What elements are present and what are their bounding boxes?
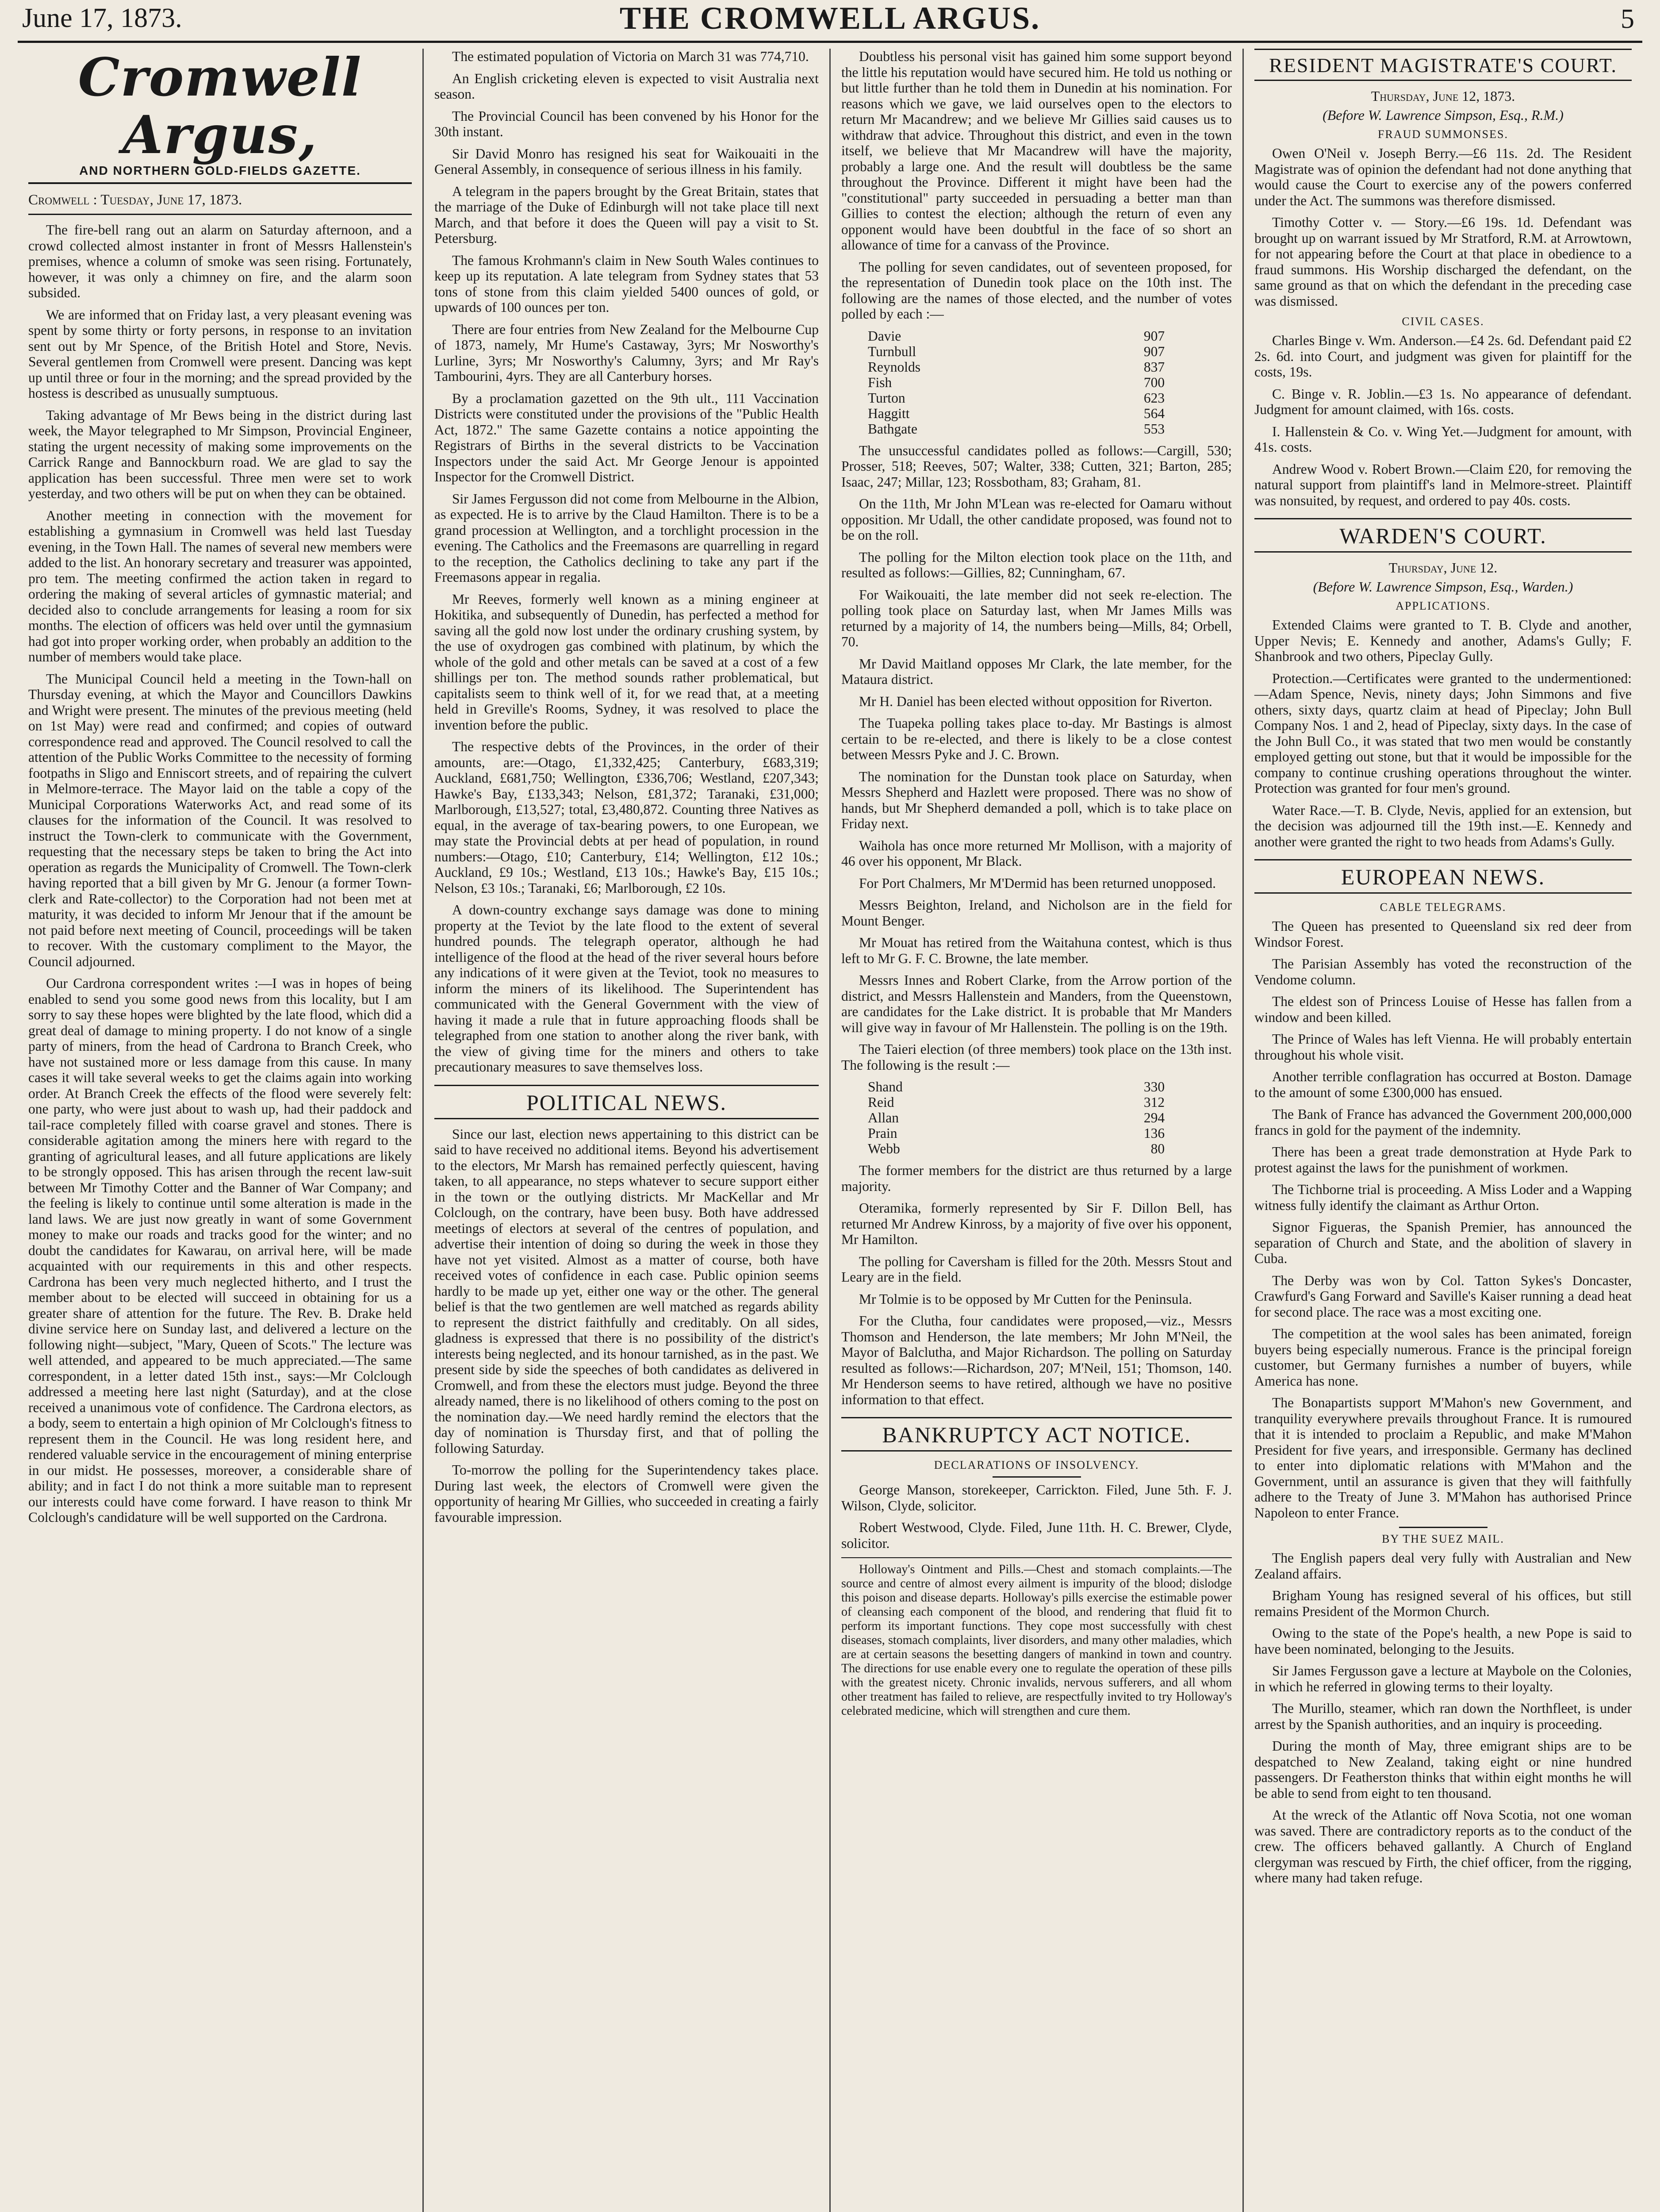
column-1 (18, 49, 424, 2212)
cable-item: The Queen has presented to Queensland six red deer from Windsor Forest. (1254, 918, 1632, 950)
election-text-1 (841, 49, 1232, 322)
poll-row (868, 390, 1165, 406)
election-text-3 (841, 1163, 1232, 1407)
election-paragraph: The unsuccessful candidates polled as follows:—Cargill, 530; Prosser, 518; Reeves, 507; Walter, 338; Cutten, 321; Barton, 285; Isaac, 247; Millar, 123; Rossbotham, 83; Graham, 81. (841, 442, 1232, 490)
cable-item: The Bank of France has advanced the Government 200,000,000 francs in gold for the payment of the indemnity. (1254, 1106, 1632, 1138)
cable-list (1254, 918, 1632, 1521)
issue-date: June 17, 1873. (22, 3, 182, 33)
election-paragraph: The former members for the district are thus returned by a large majority. (841, 1163, 1232, 1194)
news-paragraph: Taking advantage of Mr Bews being in the district during last week, the Mayor telegraphed to Mr Simpson, Provincial Engineer, stating the urgent necessity of making some improvements on the Carrick Range and Bannockburn road. We are glad to say the application has been successful. Three men were set to work yesterday, and two others will be put on when they can be obtained. (28, 407, 412, 501)
court-case: C. Binge v. R. Joblin.—£3 1s. No appearance of defendant. Judgment for amount claimed, with 16s. costs. (1254, 386, 1632, 417)
election-paragraph: For Port Chalmers, Mr M'Dermid has been returned unopposed. (859, 875, 1216, 891)
poll-row (868, 328, 1165, 344)
insolvency-subhead: DECLARATIONS OF INSOLVENCY. (934, 1459, 1139, 1471)
political-news-heading: POLITICAL NEWS. (434, 1085, 819, 1119)
election-text-2 (841, 443, 1232, 1073)
warden-court-before: (Before W. Lawrence Simpson, Esq., Warden.) (1313, 579, 1573, 595)
suez-item: Owing to the state of the Pope's health, a new Pope is said to have been nominated, belonging to the Jesuits. (1254, 1625, 1632, 1657)
column-2 (424, 49, 831, 2212)
election-paragraph: Messrs Beighton, Ireland, and Nicholson are in the field for Mount Benger. (841, 897, 1232, 929)
vote-count: 330 (1143, 1079, 1165, 1094)
poll-row (868, 1079, 1165, 1094)
poll-row (868, 406, 1165, 421)
warden-list (1254, 617, 1632, 849)
vote-count: 623 (1143, 390, 1165, 406)
news-paragraph: We are informed that on Friday last, a very pleasant evening was spent by some thirty or forty persons, in response to an invitation sent out by Mr Spence, of the British Hotel and Store, Nevis. Several gentlemen from Cromwell were present. Dancing was kept up until three or four in the morning; and the spread provided by the hostess is described as unusually sumptuous. (28, 307, 412, 401)
candidate-name: Webb (868, 1141, 900, 1156)
news-paragraph: The fire-bell rang out an alarm on Saturday afternoon, and a crowd collected almost instanter in front of Messrs Hallenstein's premises, whence a column of smoke was seen rising. Fortunately, however, it was only a chimney on fire, and the alarm soon subsided. (28, 222, 412, 300)
cable-item: The Derby was won by Col. Tatton Sykes's Doncaster, Crawfurd's Gang Forward and Saville's Kaiser running a dead heat for second place. The race was a most exciting one. (1254, 1272, 1632, 1320)
paper-title: THE CROMWELL ARGUS. (619, 0, 1041, 36)
cable-item: The Tichborne trial is proceeding. A Miss Loder and a Wapping witness fully identify the claimant as Arthur Orton. (1254, 1182, 1632, 1213)
european-news-heading: EUROPEAN NEWS. (1254, 859, 1632, 894)
candidate-name: Shand (868, 1079, 903, 1094)
vote-count: 907 (1143, 328, 1165, 344)
court-case: Timothy Cotter v. — Story.—£6 19s. 1d. Defendant was brought up on warrant issued by Mr Stratford, R.M. at Arrowtown, for not appearing before the Court at that place in obedience to a fraud summons. His Worship discharged the defendant, on the same ground as that on which the defendant in the preceding case was dismissed. (1254, 215, 1632, 309)
page-number: 5 (1621, 4, 1634, 34)
warden-item: Water Race.—T. B. Clyde, Nevis, applied for an extension, but the decision was adjourned till the 19th inst.—E. Kennedy and another were granted the right to two heads from Adams's Gully. (1254, 802, 1632, 849)
political-paragraph: Since our last, election news appertaining to this district can be said to have received no additional items. Beyond his advertisement to the electors, Mr Marsh has remained perfectly quiescent, having taken, to all appearance, no steps whatever to secure support either in the town or the outlying districts. Mr MacKellar and Mr Colclough, on the contrary, have been busy. Both have addressed meetings of electors at several of the centres of population, and advertise their intention of doing so during the week in those they have not yet visited. Almost as a matter of course, both have received votes of confidence in each case. Public opinion seems hardly to be made up yet, either one way or the other. The general belief is that the two gentlemen are well matched as regards ability to represent the district faithfully and creditably. On all sides, gladness is expressed that there is no possibility of the district's interests being neglected, and its honour tarnished, as in the past. We present side by side the speeches of both candidates as delivered in Cromwell, and from these the electors must judge. Beyond the three already named, there is no likelihood of others coming to the post on the nomination day.—We need hardly remind the electors that the day of nomination is Thursday first, and that of polling the following Saturday. (434, 1126, 819, 1456)
candidate-name: Bathgate (868, 421, 917, 437)
suez-item: During the month of May, three emigrant ships are to be despatched to New Zealand, taking eight or nine hundred passengers. Dr Featherston thinks that within eight months he will be able to send from eight to ten thousand. (1254, 1738, 1632, 1801)
candidate-name: Turton (868, 390, 905, 406)
vote-count: 312 (1143, 1094, 1165, 1110)
news-paragraph: Sir David Monro has resigned his seat for Waikouaiti in the General Assembly, in consequence of serious illness in his family. (434, 146, 819, 177)
political-paragraph: To-morrow the polling for the Superintendency takes place. During last week, the electors of Cromwell were given the opportunity of hearing Mr Gillies, who succeeded in creating a fairly favourable impression. (434, 1462, 819, 1525)
civil-list (1254, 333, 1632, 508)
election-paragraph: Mr Tolmie is to be opposed by Mr Cutten for the Peninsula. (859, 1291, 1192, 1307)
vote-count: 837 (1143, 359, 1165, 375)
election-paragraph: Mr David Maitland opposes Mr Clark, the late member, for the Mataura district. (841, 656, 1232, 687)
news-paragraph: By a proclamation gazetted on the 9th ult., 111 Vaccination Districts were constituted under the provisions of the "Public Health Act, 1872." The same Gazette contains a notice appointing the Registrars of Births in the several districts to be Vaccination Inspectors under the said Act. Mr George Jenour is appointed Inspector for the Cromwell District. (434, 390, 819, 484)
political-news-body (434, 1126, 819, 1525)
poll-row (868, 1110, 1165, 1125)
suez-item: The Murillo, steamer, which ran down the Northfleet, is under arrest by the Spanish authorities, and an inquiry is proceeding. (1254, 1701, 1632, 1732)
poll-row (868, 359, 1165, 375)
candidate-name: Fish (868, 374, 892, 390)
insolvency-item: George Manson, storekeeper, Carrickton. Filed, June 5th. F. J. Wilson, Clyde, solicitor. (841, 1482, 1232, 1513)
candidate-name: Allan (868, 1110, 899, 1125)
court-case: Andrew Wood v. Robert Brown.—Claim £20, for removing the natural support from plaintiff's land in Melmore-street. Plaintiff was nonsuited, by request, and ordered to pay 40s. costs. (1254, 461, 1632, 508)
divider (1399, 1527, 1487, 1528)
candidate-name: Turnbull (868, 343, 916, 359)
warden-court-heading: WARDEN'S COURT. (1254, 518, 1632, 553)
election-paragraph: For the Clutha, four candidates were proposed,—viz., Messrs Thomson and Henderson, the late members; Mr John M'Neil, the Mayor of Balclutha, and Major Richardson. The polling on Saturday resulted as follows:—Richardson, 207; M'Neil, 151; Thomson, 140. Mr Henderson seems to have retired, although we have no positive information to that effect. (841, 1313, 1232, 1407)
candidate-name: Reynolds (868, 359, 921, 375)
election-paragraph: The Taieri election (of three members) took place on the 13th inst. The following is the result :— (841, 1041, 1232, 1073)
masthead (28, 49, 412, 184)
bankruptcy-heading: BANKRUPTCY ACT NOTICE. (841, 1417, 1232, 1452)
vote-count: 907 (1143, 343, 1165, 359)
suez-item: The English papers deal very fully with Australian and New Zealand affairs. (1254, 1550, 1632, 1582)
warden-court-date: Thursday, June 12. (1388, 560, 1498, 576)
news-paragraph: Sir James Fergusson did not come from Melbourne in the Albion, as expected. He is to arrive by the Claud Hamilton. There is to be a grand procession at Wellington, and a torchlight procession in the evening. The Catholics and the Freemasons are quarrelling in regard to the reception, the Catholics declining to take any part if the Freemasons appear in regalia. (434, 491, 819, 585)
vote-count: 700 (1143, 374, 1165, 390)
election-paragraph: Messrs Innes and Robert Clarke, from the Arrow portion of the district, and Messrs Hallenstein and Manders, from the Queenstown, are candidates for the Lake district. It is probable that Mr Manders will give way in favour of Mr Hallenstein. The polling is on the 19th. (841, 972, 1232, 1035)
column-1-body (28, 222, 412, 1525)
election-paragraph: The polling for the Milton election took place on the 11th, and resulted as follows:—Gillies, 82; Cunningham, 67. (841, 549, 1232, 580)
cable-item: The eldest son of Princess Louise of Hesse has fallen from a window and been killed. (1254, 994, 1632, 1025)
election-paragraph: The polling for seven candidates, out of seventeen proposed, for the representation of Dunedin took place on the 10th inst. The following are the names of those elected, and the number of votes polled by each :— (841, 259, 1232, 322)
election-paragraph: The nomination for the Dunstan took place on Saturday, when Messrs Shepherd and Hazlett were proposed. There was no show of hands, but Mr Shepherd demanded a poll, which is to take place on Friday next. (841, 768, 1232, 831)
fraud-subhead: FRAUD SUMMONSES. (1378, 128, 1508, 141)
civil-subhead: CIVIL CASES. (1402, 315, 1484, 328)
poll-row (868, 1125, 1165, 1141)
cable-item: The Bonapartists support M'Mahon's new Government, and tranquility everywhere prevails throughout France. It is rumoured that it is intended to proclaim a Republic, and make M'Mahon President for five years, and irresponsible. Germany has declined to enter into diplomatic relations with M'Mahon and the Government, until an assurance is given that they will faithfully adhere to the Treaty of June 3. M'Mahon has authorised Prince Napoleon to enter France. (1254, 1395, 1632, 1521)
insolvency-item: Robert Westwood, Clyde. Filed, June 11th. H. C. Brewer, Clyde, solicitor. (841, 1520, 1232, 1551)
election-paragraph: The polling for Caversham is filled for the 20th. Messrs Stout and Leary are in the field. (841, 1253, 1232, 1285)
cable-item: Another terrible conflagration has occurred at Boston. Damage to the amount of some £300,000 has ensued. (1254, 1069, 1632, 1100)
election-paragraph: Mr Mouat has retired from the Waitahuna contest, which is thus left to Mr G. F. C. Browne, the late member. (841, 935, 1232, 966)
vote-count: 294 (1143, 1110, 1165, 1125)
cable-item: The Prince of Wales has left Vienna. He will probably entertain throughout his whole visit. (1254, 1031, 1632, 1063)
news-paragraph: The Municipal Council held a meeting in the Town-hall on Thursday evening, at which the Mayor and Councillors Dawkins and Wright were present. The minutes of the previous meeting (held on 1st May) were read and confirmed; and copies of outward correspondence read and approved. The Council resolved to call the attention of the Public Works Committee to the necessity of forming footpaths in Sligo and Enniscort streets, and of repairing the culvert in Melmore-terrace. The Mayor laid on the table a copy of the Municipal Corporations Waterworks Act, and read some of its clauses for the information of the Council. It was resolved to instruct the Town-clerk to communicate with the Government, requesting that the necessary steps be taken to bring the Act into operation as regards the Municipality of Cromwell. The Town-clerk having reported that a bill given by Mr G. Jenour (a former Town-clerk and Rate-collector) to the Corporation had not been met at maturity, it was decided to inform Mr Jenour that if the amount be not paid before next meeting of Council, proceedings will be taken to recover. With the customary compliment to the Mayor, the Council adjourned. (28, 671, 412, 969)
cable-subhead: CABLE TELEGRAMS. (1380, 901, 1507, 914)
columns (18, 49, 1642, 2212)
running-header (18, 0, 1642, 43)
suez-subhead: BY THE SUEZ MAIL. (1382, 1532, 1504, 1545)
news-paragraph: There are four entries from New Zealand for the Melbourne Cup of 1873, namely, Mr Hume's Castaway, 3yrs; Mr Nosworthy's Lurline, 3yrs; Mr Nosworthy's Calumny, 3yrs; and Mr Ray's Tambourini, 4yrs. They are all Canterbury horses. (434, 321, 819, 384)
suez-item: At the wreck of the Atlantic off Nova Scotia, not one woman was saved. There are contradictory reports as to the conduct of the crew. The officers behaved gallantly. A Church of England clergyman was rescued by Firth, the chief officer, from the rigging, where many had taken refuge. (1254, 1807, 1632, 1886)
dunedin-poll-table (868, 328, 1165, 437)
court-case: Owen O'Neil v. Joseph Berry.—£6 11s. 2d. The Resident Magistrate was of opinion the defendant had not done anything that would cause the Court to exercise any of the powers conferred under the Act. The summons was therefore dismissed. (1254, 146, 1632, 208)
poll-row (868, 1141, 1165, 1156)
candidate-name: Davie (868, 328, 901, 344)
applications-subhead: APPLICATIONS. (1395, 599, 1491, 612)
cable-item: The Parisian Assembly has voted the reconstruction of the Vendome column. (1254, 956, 1632, 987)
election-paragraph: Oteramika, formerly represented by Sir F. Dillon Bell, has returned Mr Andrew Kinross, by a majority of five over his opponent, Mr Hamilton. (841, 1200, 1232, 1247)
news-paragraph: The respective debts of the Provinces, in the order of their amounts, are:—Otago, £1,332,425; Canterbury, £683,319; Auckland, £681,750; Wellington, £336,706; Westland, £207,343; Hawke's Bay, £133,343; Nelson, £81,372; Taranaki, £31,000; Marlborough, £13,527; total, £3,480,872. Counting three Natives as equal, in the average of tax-bearing powers, to one European, we may state the Provincial debts at per head of population, in round numbers:—Otago, £10; Canterbury, £14; Wellington, £12 10s.; Auckland, £9 10s.; Westland, £13 10s.; Hawke's Bay, £15 10s.; Nelson, £3 10s.; Taranaki, £6; Marlborough, £2 10s. (434, 739, 819, 896)
holloway-advert: Holloway's Ointment and Pills.—Chest and stomach complaints.—The source and centre of almost every ailment is impurity of the blood; dislodge this poison and disease departs. Holloway's pills exercise the estimable power of cleansing each component of the blood, and rendering that fluid fit to perform its important functions. They cope most successfully with chest diseases, stomach complaints, liver disorders, and many other maladies, which are at certain seasons the besetting dangers of mankind in town and country. The directions for use enable every one to regulate the operation of these pills with the greatest nicety. Chronic invalids, nervous sufferers, and all whom other treatment has failed to relieve, are respectfully invited to try Holloway's celebrated medicine, which will strengthen and cure them. (841, 1563, 1232, 1718)
news-paragraph: Mr Reeves, formerly well known as a mining engineer at Hokitika, and subsequently of Dunedin, has perfected a method for saving all the gold now lost under the ordinary crushing system, by the use of oxydrogen gas combined with platinum, by which the whole of the gold and other metals can be saved at a cost of a few shillings per ton. The method sounds rather problematical, but capitalists seem to think well of it, for we read that, at a meeting held in Greville's Rooms, Sydney, it was resolved to place the invention before the public. (434, 591, 819, 733)
election-paragraph: Waihola has once more returned Mr Mollison, with a majority of 46 over his opponent, Mr Black. (841, 837, 1232, 869)
suez-item: Sir James Fergusson gave a lecture at Maybole on the Colonies, in which he referred in glowing terms to their loyalty. (1254, 1663, 1632, 1694)
news-paragraph: A down-country exchange says damage was done to mining property at the Teviot by the late flood to the extent of several hundred pounds. The telegraph operator, although he had intelligence of the flood at the head of the river several hours before any indications of it were given at the Teviot, took no measures to inform the miners of its likelihood. The Superintendent has communicated with the General Government with the view of having it made a rule that in future approaching floods shall be telegraphed from one station to another along the river bank, with the view of giving time for the miners and others to take precautionary measures to save themselves loss. (434, 902, 819, 1075)
court-case: Charles Binge v. Wm. Anderson.—£4 2s. 6d. Defendant paid £2 2s. 6d. into Court, and judgment was given for plaintiff for the costs, 19s. (1254, 333, 1632, 380)
divider (993, 1476, 1081, 1478)
candidate-name: Haggitt (868, 405, 910, 421)
masthead-subtitle: AND NORTHERN GOLD-FIELDS GAZETTE. (79, 164, 361, 177)
taieri-poll-table (868, 1079, 1165, 1156)
rm-court-heading: RESIDENT MAGISTRATE'S COURT. (1254, 49, 1632, 81)
election-paragraph: On the 11th, Mr John M'Lean was re-elected for Oamaru without opposition. Mr Udall, the other candidate proposed, was found not to be on the roll. (841, 496, 1232, 543)
election-paragraph: The Tuapeka polling takes place to-day. Mr Bastings is almost certain to be re-elected, and there is likely to be a close contest between Messrs Pyke and J. C. Brown. (841, 715, 1232, 762)
column-4 (1244, 49, 1642, 2212)
suez-list (1254, 1550, 1632, 1886)
warden-item: Protection.—Certificates were granted to the undermentioned:—Adam Spence, Nevis, ninety days; John Simmons and five others, sixty days, quartz claim at head of Pipeclay; John Bull Company Nos. 1 and 2, head of Pipeclay, sixty days. In the case of the John Bull Co., it was stated that two men would be constantly employed getting out stone, but that it would be impossible for the company to continue crushing operations throughout the winter. Protection was granted for four men's ground. (1254, 670, 1632, 796)
cable-item: The competition at the wool sales has been animated, foreign buyers being especially numerous. France is the principal foreign customer, but Germany furnishes a number of buyers, while America has none. (1254, 1326, 1632, 1389)
cable-item: Signor Figueras, the Spanish Premier, has announced the separation of Church and State, and the abolition of slavery in Cuba. (1254, 1219, 1632, 1266)
rm-court-date: Thursday, June 12, 1873. (1371, 88, 1515, 104)
column-2-body (434, 49, 819, 1075)
warden-item: Extended Claims were granted to T. B. Clyde and another, Upper Nevis; E. Kennedy and another, Adams's Gully; F. Shanbrook and two others, Pipeclay Gully. (1254, 617, 1632, 664)
divider (841, 1557, 1232, 1558)
news-paragraph: An English cricketing eleven is expected to visit Australia next season. (434, 70, 819, 102)
news-paragraph: The Provincial Council has been convened by his Honor for the 30th instant. (434, 108, 819, 139)
poll-row (868, 1094, 1165, 1110)
fraud-list (1254, 146, 1632, 309)
news-paragraph: The famous Krohmann's claim in New South Wales continues to keep up its reputation. A late telegram from Sydney states that 53 tons of stone from this claim yielded 5400 ounces of gold, or upwards of 100 ounces per ton. (434, 252, 819, 315)
cable-item: There has been a great trade demonstration at Hyde Park to protest against the laws for the punishment of workmen. (1254, 1144, 1632, 1175)
vote-count: 136 (1143, 1125, 1165, 1141)
poll-row (868, 344, 1165, 359)
news-paragraph: A telegram in the papers brought by the Great Britain, states that the marriage of the Duke of Edinburgh will not take place till next March, and that before it does the Queen will pay a visit to St. Petersburg. (434, 183, 819, 246)
vote-count: 564 (1143, 405, 1165, 421)
election-paragraph: Mr H. Daniel has been elected without opposition for Riverton. (859, 693, 1212, 709)
candidate-name: Prain (868, 1125, 897, 1141)
news-paragraph: The estimated population of Victoria on March 31 was 774,710. (452, 49, 809, 64)
news-paragraph: Another meeting in connection with the movement for establishing a gymnasium in Cromwell was held last Tuesday evening, in the Town Hall. The names of several new members were added to the list. An honorary secretary and treasurer was appointed, pro tem. The meeting confirmed the action taken in regard to ordering the making of several articles of gymnastic material; and decided also to conclude arrangements for leasing a room for six months. The election of officers was held over until the gymnasium had got into proper working order, when probably an addition to the number of members would take place. (28, 507, 412, 664)
court-case: I. Hallenstein & Co. v. Wing Yet.—Judgment for amount, with 41s. costs. (1254, 423, 1632, 455)
poll-row (868, 421, 1165, 437)
news-paragraph: Our Cardrona correspondent writes :—I was in hopes of being enabled to send you some good news from this locality, but I am sorry to say these hopes were blighted by the late flood, which did a great deal of damage to mining property. I do not know of a single party of miners, from the head of Cardrona to Branch Creek, who have not sustained more or less damage from this cause. In many cases it will take several weeks to get the claims again into working order. At Branch Creek the effects of the flood were severely felt: one party, who were just about to wash up, had their paddock and tail-race completely filled with coarse gravel and stones. There is considerable agitation among the miners here with regard to the granting of agricultural leases, and all future applications are likely to be strongly opposed. This has arisen through the recent law-suit between Mr Timothy Cotter and the Banner of War Company; and the feeling is likely to continue until some alteration is made in the land laws. We are just now greatly in want of some Government money to make our roads and tracks good for the winter; and no doubt the candidates for Kawarau, on arrival here, will be made acquainted with our requirements in this and other respects. Cardrona has been very much neglected hitherto, and I trust the member about to be elected will succeed in obtaining for us a greater share of attention for the future. The Rev. B. Drake held divine service here on Sunday last, and delivered a lecture on the following night—subject, "Mary, Queen of Scots." The lecture was well attended, and appeared to be much appreciated.—The same correspondent, in a letter dated 15th inst., says:—Mr Colclough addressed a meeting here last night (Saturday), and at the close received a unanimous vote of confidence. The Cardrona electors, as a body, seem to entertain a high opinion of Mr Colclough's fitness to represent them in the Council. He was long resident here, and rendered valuable service in the encouragement of mining enterprise in our midst. He possesses, moreover, a considerable share of ability; and in fact I do not think a more suitable man to represent our interests could have come forward. I have reason to think Mr Colclough's candidature will be well supported on the Cardrona. (28, 975, 412, 1525)
masthead-title: Cromwell Argus, (78, 49, 362, 165)
vote-count: 553 (1143, 421, 1165, 437)
election-paragraph: Doubtless his personal visit has gained him some support beyond the little his reputation would have secured him. He told us nothing or but little further than he told them in Dunedin at his nomination. For reasons which we gave, we laid ourselves open to the electors to return Mr Macandrew; and we believe Mr Gillies said causes us to withdraw that advice. Throughout this district, and even in the town itself, we believe that Mr Macandrew will have the majority, probably a large one. And the result will doubtless be the same throughout the Province. Different it might have been had the "constitutional" party succeeded in persuading a better man than Gillies to contest the election; although the return of even any opponent would have been doubtful in the face of so short an allowance of time for a canvass of the Province. (841, 49, 1232, 253)
election-paragraph: For Waikouaiti, the late member did not seek re-election. The polling took place on Saturday last, when Mr James Mills was returned by a majority of 14, the numbers being—Mills, 84; Orbell, 70. (841, 587, 1232, 649)
column-3 (831, 49, 1244, 2212)
suez-item: Brigham Young has resigned several of his offices, but still remains President of the Mormon Church. (1254, 1588, 1632, 1619)
poll-row (868, 375, 1165, 390)
candidate-name: Reid (868, 1094, 894, 1110)
dateline: Cromwell : Tuesday, June 17, 1873. (28, 190, 412, 215)
insolvency-list (841, 1482, 1232, 1551)
rm-court-before: (Before W. Lawrence Simpson, Esq., R.M.) (1323, 107, 1564, 123)
vote-count: 80 (1150, 1141, 1165, 1156)
